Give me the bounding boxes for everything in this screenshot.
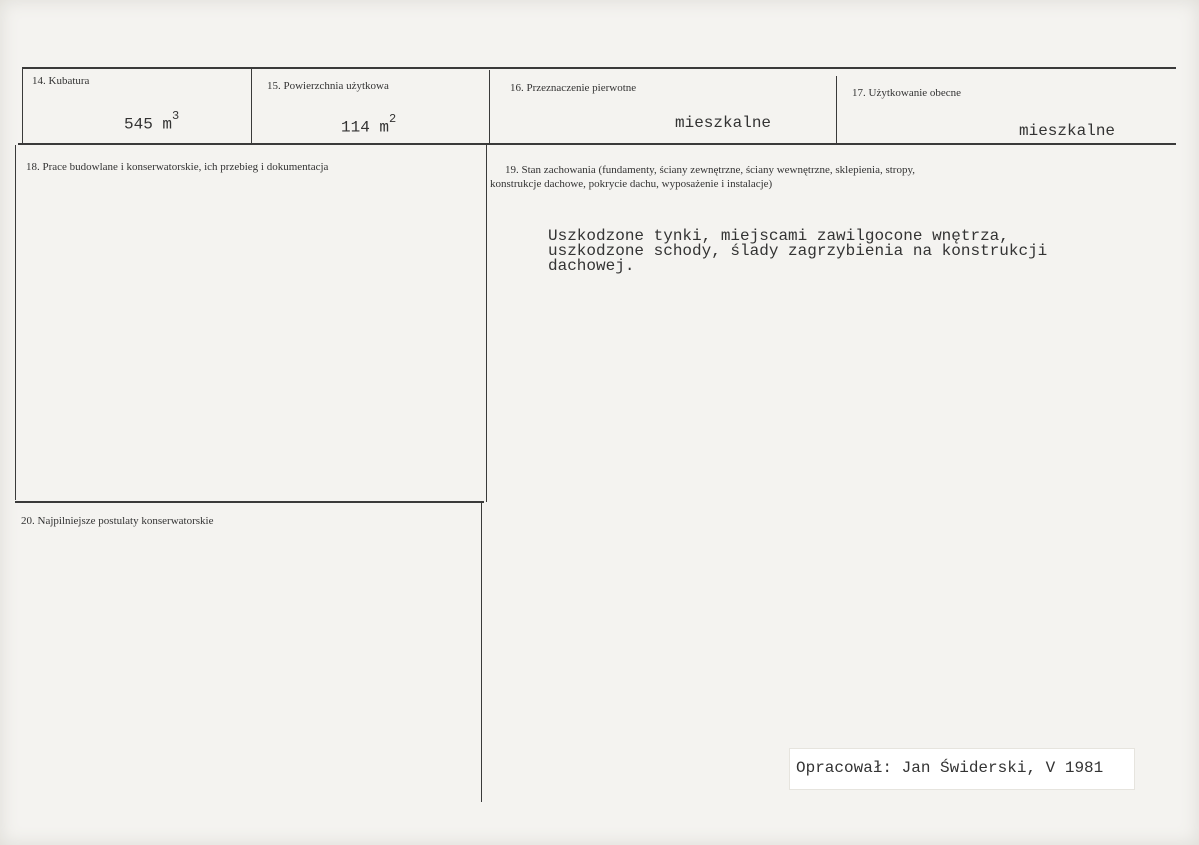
left-border-lower xyxy=(15,145,16,500)
divider-14-15 xyxy=(251,68,252,144)
divider-15-16 xyxy=(489,70,490,144)
field-14-value xyxy=(124,109,180,134)
field-15-label: 15. Powierzchnia użytkowa xyxy=(267,80,389,92)
field-14-label: 14. Kubatura xyxy=(32,75,90,87)
field-19-label-line2: konstrukcje dachowe, pokrycie dachu, wyposażenie i instalacje) xyxy=(490,178,773,190)
rule-18-20 xyxy=(15,501,484,503)
field-16-value: mieszkalne xyxy=(675,114,772,132)
field-19-text-line: Uszkodzone tynki, miejscami zawilgocone wnętrza, xyxy=(548,227,1009,245)
field-20-label: 20. Najpilniejsze postulaty konserwatorskie xyxy=(21,515,214,527)
field-19-text-line: uszkodzone schody, ślady zagrzybienia na konstrukcji xyxy=(548,242,1048,260)
divider-16-17 xyxy=(836,76,837,144)
field-14-number: 545 m xyxy=(124,115,173,134)
field-15-number: 114 m xyxy=(341,118,390,137)
field-15-value xyxy=(341,112,397,137)
signature-text: Opracował: Jan Świderski, V 1981 xyxy=(796,759,1104,777)
field-15-unit-exponent: 2 xyxy=(389,112,397,126)
left-border-top xyxy=(22,68,23,144)
field-17-label: 17. Użytkowanie obecne xyxy=(852,87,962,99)
field-19-label-line1: 19. Stan zachowania (fundamenty, ściany zewnętrzne, ściany wewnętrzne, sklepienia, stropy, xyxy=(505,164,916,176)
field-16-label: 16. Przeznaczenie pierwotne xyxy=(510,82,637,94)
main-divider xyxy=(486,145,487,502)
field-17-value: mieszkalne xyxy=(1019,122,1116,140)
field-18-label: 18. Prace budowlane i konserwatorskie, ich przebieg i dokumentacja xyxy=(26,161,329,173)
main-divider-lower xyxy=(481,502,482,802)
top-rule xyxy=(22,67,1176,69)
field-19-text-line: dachowej. xyxy=(548,257,635,275)
field-14-unit-exponent: 3 xyxy=(172,109,180,123)
field-19-text xyxy=(548,229,1047,274)
row-rule xyxy=(18,143,1176,145)
